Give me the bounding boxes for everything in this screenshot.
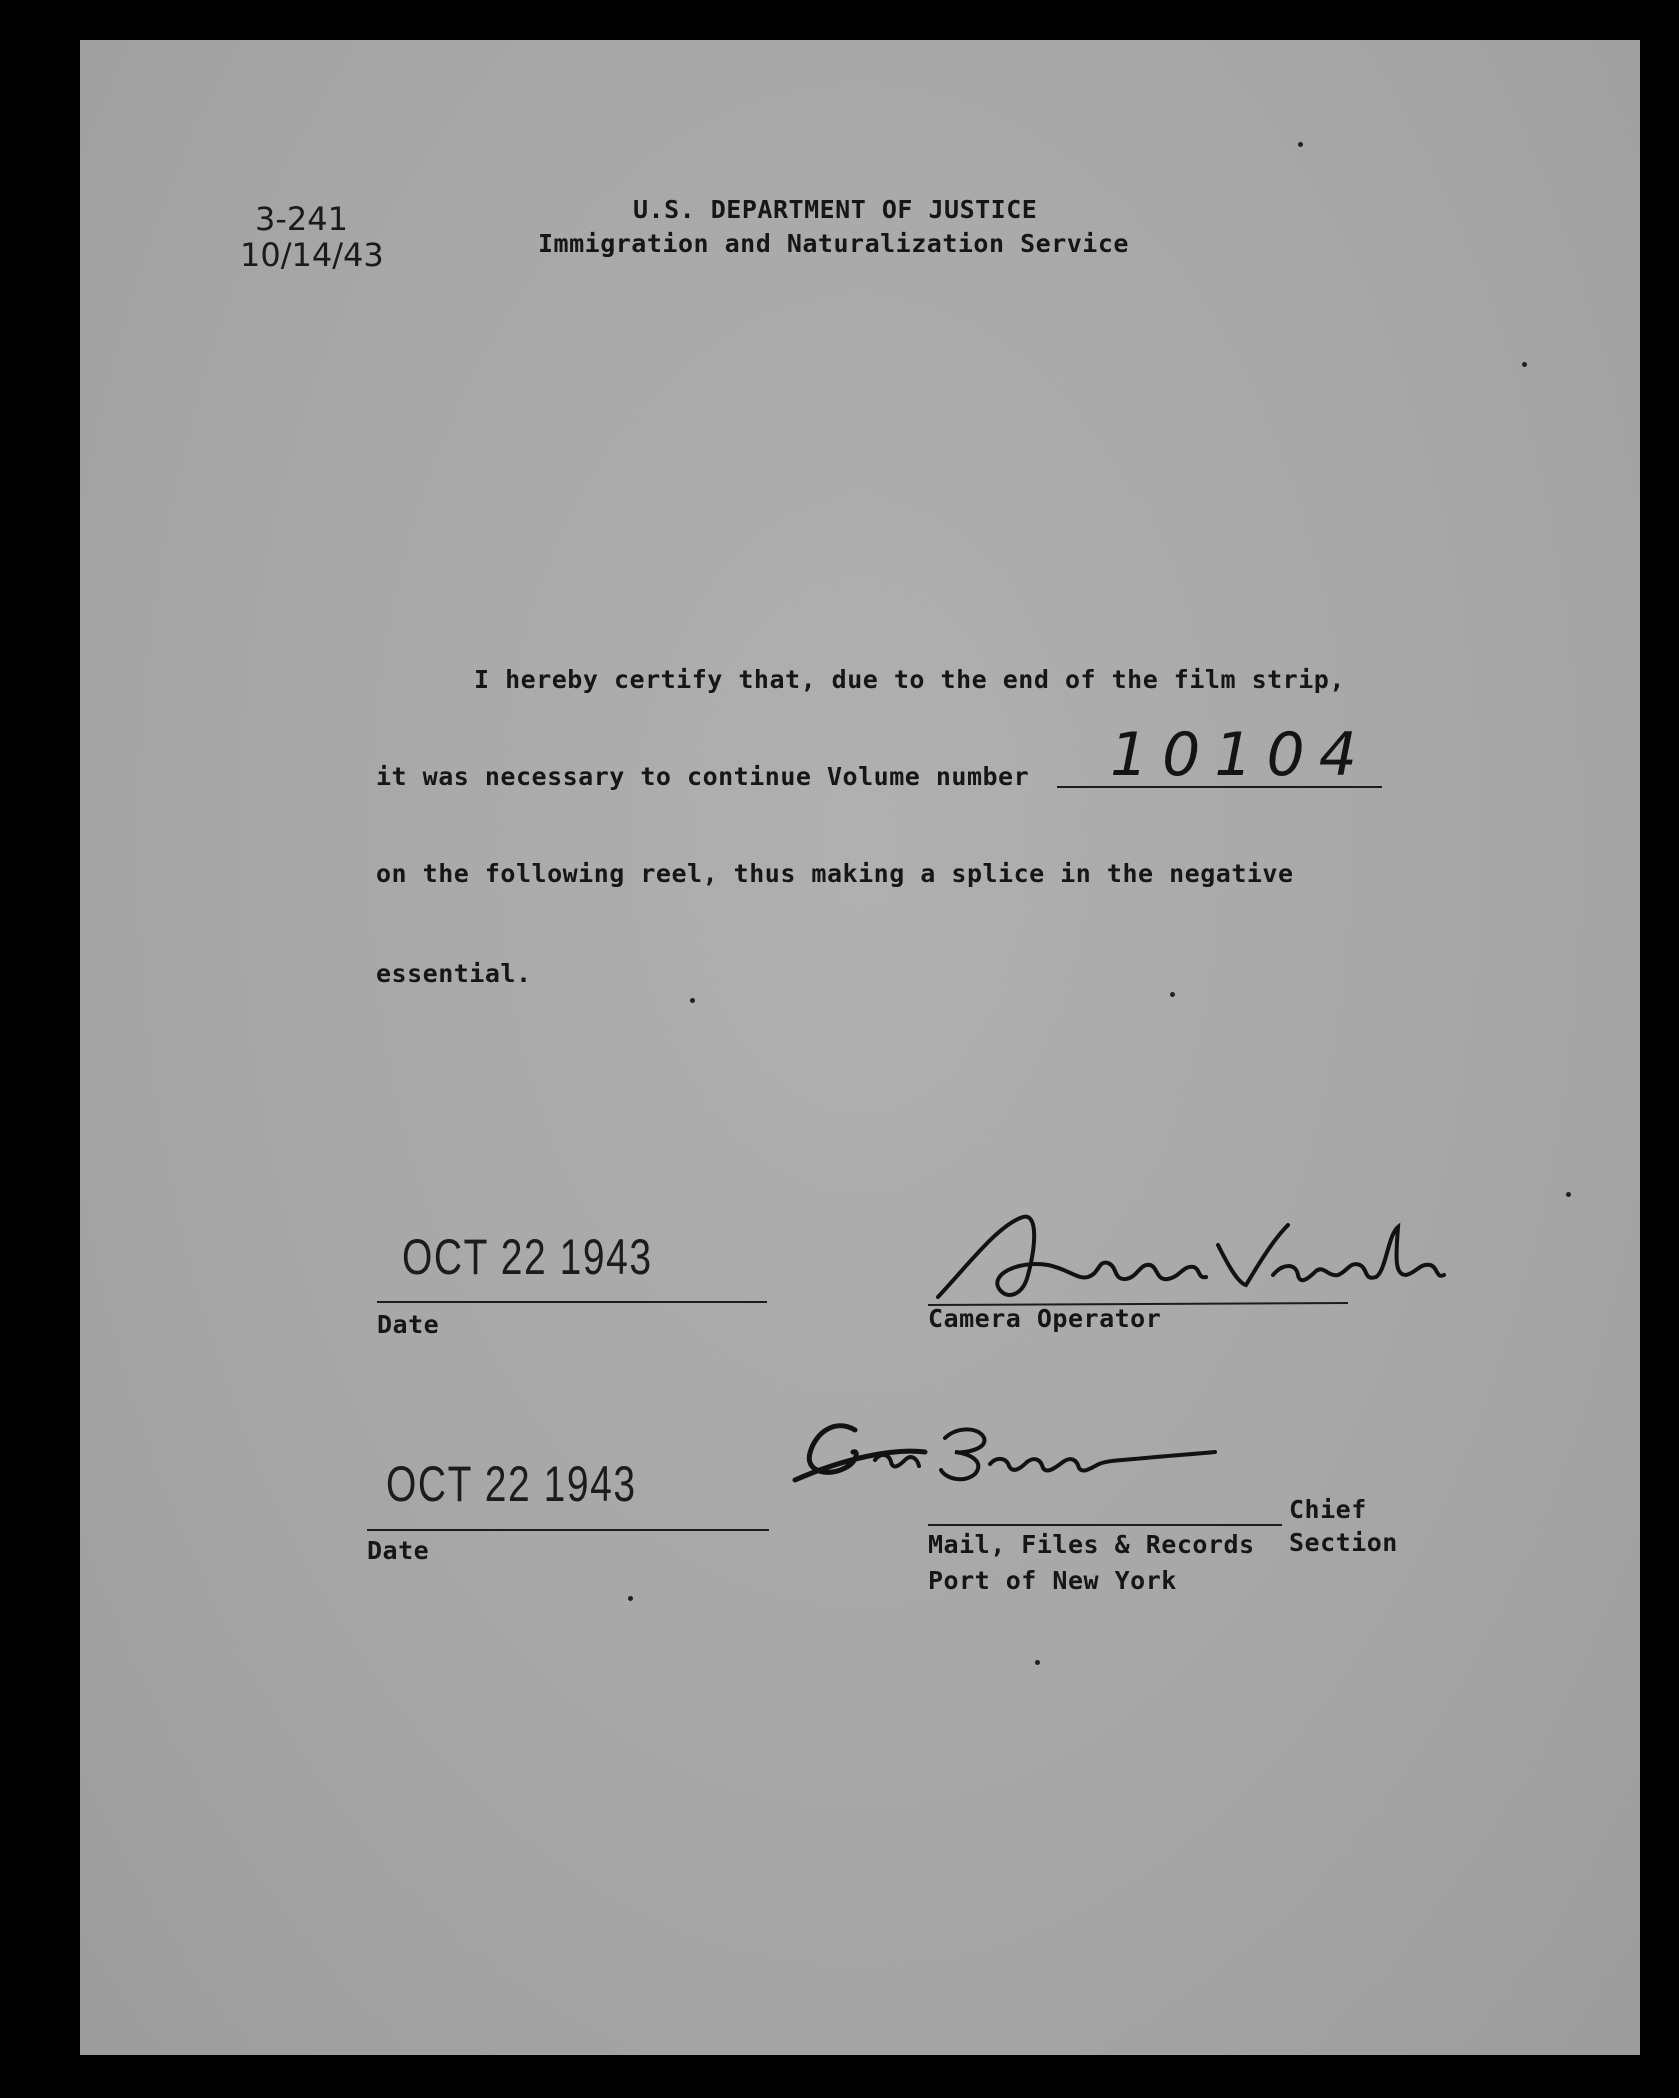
form-date: 10/14/43 bbox=[240, 236, 384, 274]
camera-operator-label: Camera Operator bbox=[928, 1304, 1162, 1333]
camera-operator-signature bbox=[928, 1205, 1448, 1315]
camera-operator-date-line bbox=[377, 1301, 767, 1303]
camera-operator-date-label: Date bbox=[377, 1310, 440, 1339]
dust-speck bbox=[1566, 1192, 1571, 1197]
chief-label: Chief bbox=[1289, 1495, 1367, 1524]
dust-speck bbox=[1298, 142, 1303, 147]
port-line: Port of New York bbox=[928, 1566, 1177, 1595]
certification-line-1: I hereby certify that, due to the end of the film strip, bbox=[474, 665, 1345, 694]
chief-date-stamp: OCT 22 1943 bbox=[386, 1456, 637, 1512]
dust-speck bbox=[1170, 992, 1175, 997]
certification-line-2: it was necessary to continue Volume number bbox=[376, 762, 1030, 791]
dust-speck bbox=[690, 998, 695, 1003]
chief-signature bbox=[785, 1408, 1225, 1508]
dust-speck bbox=[1522, 362, 1527, 367]
chief-signature-line bbox=[928, 1524, 1282, 1526]
form-number: 3-241 bbox=[255, 200, 348, 238]
chief-date-label: Date bbox=[367, 1536, 430, 1565]
section-label: Section bbox=[1289, 1528, 1398, 1557]
volume-number: 10104 bbox=[1110, 720, 1371, 790]
certification-line-4: essential. bbox=[376, 959, 532, 988]
dust-speck bbox=[1035, 1660, 1040, 1665]
camera-operator-date-stamp: OCT 22 1943 bbox=[402, 1229, 653, 1285]
department-line: Mail, Files & Records bbox=[928, 1530, 1255, 1559]
service-heading: Immigration and Naturalization Service bbox=[538, 229, 1129, 258]
dust-speck bbox=[628, 1596, 633, 1601]
document-sheet bbox=[80, 40, 1640, 2055]
certification-line-3: on the following reel, thus making a splice in the negative bbox=[376, 859, 1294, 888]
chief-date-line bbox=[367, 1529, 769, 1531]
department-heading: U.S. DEPARTMENT OF JUSTICE bbox=[633, 195, 1038, 224]
